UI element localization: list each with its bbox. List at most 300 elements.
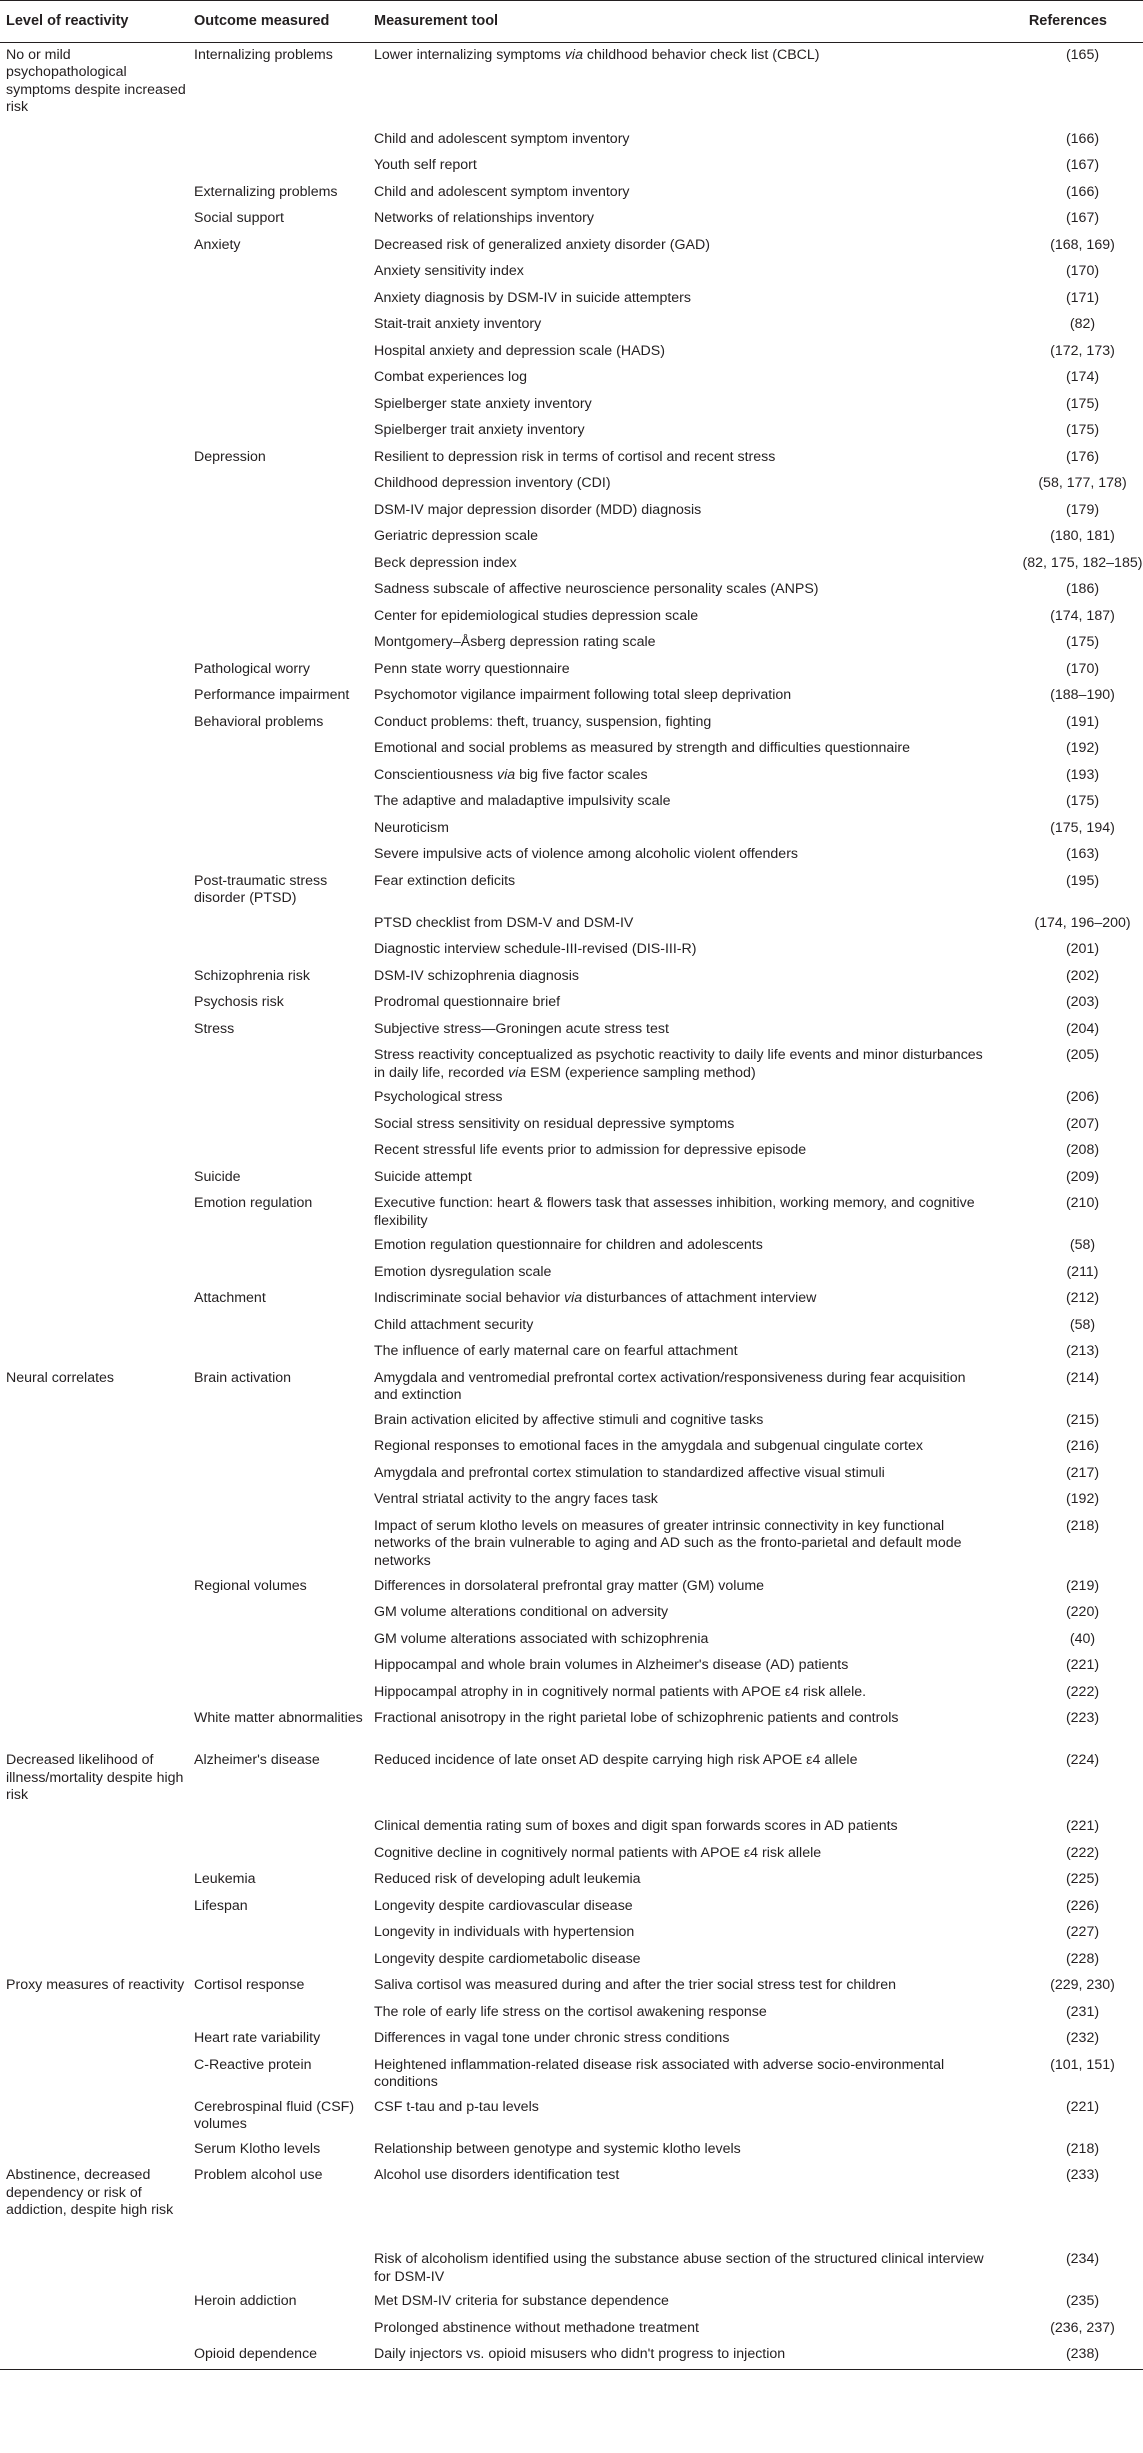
reference-cell: (211) <box>1066 1263 1099 1280</box>
reference-cell: (223) <box>1065 1710 1100 1726</box>
table-row <box>0 657 1143 684</box>
table-row <box>0 2163 1143 2247</box>
level-cell: Neural correlates <box>6 1369 115 1386</box>
reference-cell: (166) <box>1065 183 1100 200</box>
outcome-cell <box>194 937 374 964</box>
outcome-cell <box>194 842 374 869</box>
reference-cell: (170) <box>1065 263 1100 279</box>
reference-cell: (192) <box>1065 740 1100 756</box>
level-cell <box>0 471 194 498</box>
outcome-cell <box>194 524 374 551</box>
tool-cell: Geriatric depression scale <box>374 528 539 544</box>
header-level: Level of reactivity <box>0 1 194 43</box>
outcome-cell <box>194 1112 374 1139</box>
table-row <box>0 2026 1143 2053</box>
level-cell <box>0 445 194 472</box>
tool-cell: Anxiety diagnosis by DSM-IV in suicide attempters <box>374 289 691 306</box>
table-header <box>0 1 1143 43</box>
outcome-cell: Lifespan <box>194 1897 248 1914</box>
tool-cell: Longevity despite cardiometabolic disease <box>374 1950 641 1967</box>
table-row <box>0 339 1143 366</box>
level-cell <box>0 1260 194 1287</box>
tool-cell: Risk of alcoholism identified using the substance abuse section of the structured clinical interview for DSM-IV <box>374 2251 984 2285</box>
reference-cell: (236, 237) <box>1050 2319 1115 2336</box>
outcome-cell <box>194 911 374 938</box>
table-row <box>0 498 1143 525</box>
tool-cell: Combat experiences log <box>374 369 527 385</box>
tool-cell: Subjective stress—Groningen acute stress test <box>374 1020 669 1037</box>
tool-cell: Executive function: heart & flowers task that assesses inhibition, working memory, and cognitive flexibility <box>374 1195 975 1229</box>
reference-cell: (171) <box>1065 289 1100 306</box>
tool-cell: Hippocampal and whole brain volumes in Alzheimer's disease (AD) patients <box>374 1657 849 1673</box>
reference-cell: (222) <box>1065 1844 1100 1861</box>
level-cell <box>0 990 194 1017</box>
table-row <box>0 2289 1143 2316</box>
tool-cell: Center for epidemiological studies depression scale <box>374 607 699 624</box>
tool-cell: Anxiety sensitivity index <box>374 263 524 279</box>
tool-cell: Impact of serum klotho levels on measures of greater intrinsic connectivity in key functional networks of the brain vulnerable to aging and AD such as the fronto-parietal and default mode networks <box>374 1517 962 1569</box>
level-cell <box>0 1514 194 1574</box>
reference-cell: (201) <box>1065 941 1100 957</box>
reference-cell: (163) <box>1065 846 1100 862</box>
tool-cell: Amygdala and prefrontal cortex stimulation to standardized affective visual stimuli <box>374 1464 885 1481</box>
level-cell <box>0 1894 194 1921</box>
reference-cell: (220) <box>1065 1604 1100 1620</box>
reference-cell: (232) <box>1065 2030 1100 2046</box>
outcome-cell <box>194 1680 374 1707</box>
reference-cell: (213) <box>1065 1343 1100 1359</box>
table-row <box>0 1313 1143 1340</box>
tool-cell: Prolonged abstinence without methadone treatment <box>374 2319 699 2336</box>
reference-cell: (170) <box>1065 660 1100 677</box>
table-row <box>0 206 1143 233</box>
level-cell <box>0 206 194 233</box>
level-cell <box>0 763 194 790</box>
tool-cell: Recent stressful life events prior to admission for depressive episode <box>374 1142 807 1158</box>
reference-cell: (218) <box>1065 1517 1100 1534</box>
tool-cell: The adaptive and maladaptive impulsivity scale <box>374 793 671 809</box>
outcome-cell: White matter abnormalities <box>194 1710 363 1726</box>
reference-cell: (175) <box>1065 422 1100 438</box>
tool-cell: Brain activation elicited by affective stimuli and cognitive tasks <box>374 1411 764 1428</box>
reference-cell: (166) <box>1065 130 1100 147</box>
level-cell <box>0 1653 194 1680</box>
reference-cell: (175, 194) <box>1050 819 1115 836</box>
reference-cell: (195) <box>1065 872 1100 889</box>
table-row <box>0 153 1143 180</box>
tool-cell: CSF t-tau and p-tau levels <box>374 2098 539 2115</box>
tool-cell: Psychological stress <box>374 1089 503 1105</box>
table-row <box>0 2053 1143 2095</box>
outcome-cell <box>194 1627 374 1654</box>
tool-cell: Suicide attempt <box>374 1168 472 1185</box>
reference-cell: (202) <box>1065 967 1100 984</box>
outcome-cell: Heroin addiction <box>194 2293 297 2309</box>
outcome-cell: Attachment <box>194 1290 266 1306</box>
reference-cell: (215) <box>1065 1411 1100 1428</box>
level-cell <box>0 1814 194 1841</box>
outcome-cell: Cortisol response <box>194 1977 305 1993</box>
reference-cell: (217) <box>1065 1464 1100 1481</box>
table-row <box>0 1138 1143 1165</box>
outcome-cell <box>194 1434 374 1461</box>
level-cell <box>0 2095 194 2137</box>
tool-cell: PTSD checklist from DSM-V and DSM-IV <box>374 914 634 931</box>
reference-cell: (191) <box>1065 713 1100 730</box>
table-row <box>0 604 1143 631</box>
reference-cell: (233) <box>1065 2167 1100 2183</box>
reference-cell: (205) <box>1065 1047 1100 1063</box>
tool-cell: Child attachment security <box>374 1316 534 1333</box>
tool-cell: Ventral striatal activity to the angry faces task <box>374 1491 658 1507</box>
level-cell <box>0 180 194 207</box>
outcome-cell: Psychosis risk <box>194 994 284 1010</box>
tool-cell: Youth self report <box>374 157 477 173</box>
tool-cell: Stait-trait anxiety inventory <box>374 316 542 332</box>
outcome-cell <box>194 1085 374 1112</box>
outcome-cell <box>194 604 374 631</box>
level-cell <box>0 842 194 869</box>
tool-cell: Daily injectors vs. opioid misusers who didn't progress to injection <box>374 2342 994 2369</box>
outcome-cell: Suicide <box>194 1168 241 1185</box>
level-cell <box>0 869 194 911</box>
tool-cell: Spielberger trait anxiety inventory <box>374 422 585 438</box>
table-row <box>0 42 1143 127</box>
reference-cell: (175) <box>1065 793 1100 809</box>
table-row <box>0 551 1143 578</box>
tool-cell: Clinical dementia rating sum of boxes and digit span forwards scores in AD patients <box>374 1818 898 1834</box>
table-row <box>0 736 1143 763</box>
tool-cell: Networks of relationships inventory <box>374 210 595 226</box>
outcome-cell: Leukemia <box>194 1871 256 1887</box>
level-cell <box>0 1841 194 1868</box>
table-row <box>0 1920 1143 1947</box>
level-cell <box>0 1947 194 1974</box>
reference-cell: (221) <box>1065 2098 1100 2115</box>
level-cell <box>0 233 194 260</box>
reference-cell: (226) <box>1065 1897 1100 1914</box>
outcome-cell <box>194 736 374 763</box>
outcome-cell <box>194 339 374 366</box>
reference-cell: (208) <box>1065 1142 1100 1158</box>
level-cell <box>0 577 194 604</box>
tool-cell: GM volume alterations associated with schizophrenia <box>374 1630 709 1647</box>
outcome-cell <box>194 816 374 843</box>
reference-cell: (224) <box>1065 1752 1100 1768</box>
table-row <box>0 1408 1143 1435</box>
level-cell <box>0 937 194 964</box>
tool-cell: Prodromal questionnaire brief <box>374 994 561 1010</box>
tool-cell: Longevity despite cardiovascular disease <box>374 1897 633 1914</box>
table-row <box>0 180 1143 207</box>
outcome-cell <box>194 1461 374 1488</box>
reference-cell: (229, 230) <box>1050 1977 1115 1993</box>
reference-cell: (58, 177, 178) <box>1038 475 1127 491</box>
table-row <box>0 233 1143 260</box>
table-row <box>0 1706 1143 1748</box>
outcome-cell <box>194 418 374 445</box>
reference-cell: (165) <box>1065 46 1100 63</box>
outcome-cell <box>194 153 374 180</box>
reference-cell: (219) <box>1065 1577 1100 1594</box>
level-cell <box>0 1043 194 1085</box>
tool-cell: Fear extinction deficits <box>374 872 516 889</box>
outcome-cell <box>194 1841 374 1868</box>
outcome-cell <box>194 365 374 392</box>
table-row <box>0 630 1143 657</box>
tool-cell: Reduced incidence of late onset AD despite carrying high risk APOE ε4 allele <box>374 1752 858 1768</box>
tool-cell: Child and adolescent symptom inventory <box>374 183 630 200</box>
reference-cell: (179) <box>1065 501 1100 518</box>
reference-cell: (221) <box>1065 1818 1100 1834</box>
outcome-cell: Opioid dependence <box>194 2342 374 2369</box>
reference-cell: (193) <box>1065 766 1100 783</box>
level-cell <box>0 2316 194 2343</box>
outcome-cell: Behavioral problems <box>194 713 324 730</box>
tool-cell: Differences in vagal tone under chronic stress conditions <box>374 2030 730 2046</box>
reference-cell: (192) <box>1065 1491 1100 1507</box>
outcome-cell <box>194 551 374 578</box>
outcome-cell: Alzheimer's disease <box>194 1752 320 1768</box>
level-cell <box>0 2247 194 2289</box>
table-row <box>0 365 1143 392</box>
reference-cell: (82) <box>1069 316 1096 332</box>
level-cell <box>0 127 194 154</box>
tool-cell: Childhood depression inventory (CDI) <box>374 475 611 491</box>
tool-cell: Differences in dorsolateral prefrontal gray matter (GM) volume <box>374 1577 765 1594</box>
level-cell <box>0 392 194 419</box>
table-row <box>0 392 1143 419</box>
tool-cell: Saliva cortisol was measured during and after the trier social stress test for children <box>374 1977 897 1993</box>
tool-cell: Conscientiousness via big five factor scales <box>374 766 648 783</box>
reference-cell: (234) <box>1065 2251 1100 2267</box>
level-cell <box>0 683 194 710</box>
level-cell <box>0 2053 194 2095</box>
reference-cell: (218) <box>1065 2140 1100 2157</box>
level-cell <box>0 1165 194 1192</box>
outcome-cell <box>194 312 374 339</box>
table-row <box>0 1260 1143 1287</box>
table-row <box>0 763 1143 790</box>
outcome-cell <box>194 1514 374 1574</box>
table-row <box>0 1841 1143 1868</box>
reference-cell: (188–190) <box>1050 687 1115 703</box>
outcome-cell <box>194 1920 374 1947</box>
level-cell <box>0 153 194 180</box>
outcome-cell <box>194 259 374 286</box>
reference-cell: (101, 151) <box>1050 2056 1115 2073</box>
tool-cell: Indiscriminate social behavior via disturbances of attachment interview <box>374 1290 817 1306</box>
level-cell <box>0 2026 194 2053</box>
header-row <box>0 1 1143 43</box>
reference-cell: (227) <box>1065 1924 1100 1940</box>
table-row <box>0 1867 1143 1894</box>
tool-cell: Hippocampal atrophy in in cognitively normal patients with APOE ε4 risk allele. <box>374 1683 867 1700</box>
level-cell <box>0 551 194 578</box>
tool-cell: Fractional anisotropy in the right parietal lobe of schizophrenic patients and controls <box>374 1710 899 1726</box>
outcome-cell: Anxiety <box>194 236 241 253</box>
tool-cell: Amygdala and ventromedial prefrontal cortex activation/responsiveness during fear acquisition and extinction <box>374 1369 966 1403</box>
outcome-cell: Serum Klotho levels <box>194 2140 321 2157</box>
tool-cell: Emotional and social problems as measured by strength and difficulties questionnaire <box>374 740 911 756</box>
reference-cell: (167) <box>1065 157 1100 173</box>
level-cell <box>0 2289 194 2316</box>
table-row <box>0 1233 1143 1260</box>
tool-cell: Heightened inflammation-related disease risk associated with adverse socio-environmental conditions <box>374 2056 945 2090</box>
tool-cell: Reduced risk of developing adult leukemia <box>374 1871 641 1887</box>
outcome-cell: Pathological worry <box>194 660 310 677</box>
tool-cell: Emotion dysregulation scale <box>374 1263 552 1280</box>
level-cell <box>0 1627 194 1654</box>
level-cell <box>0 1286 194 1313</box>
reference-cell: (212) <box>1065 1290 1100 1306</box>
tool-cell: Conduct problems: theft, truancy, suspension, fighting <box>374 713 712 730</box>
level-cell <box>0 1574 194 1601</box>
outcome-cell <box>194 498 374 525</box>
outcome-cell <box>194 1653 374 1680</box>
reference-cell: (209) <box>1065 1168 1100 1185</box>
reference-cell: (174, 196–200) <box>1034 914 1131 931</box>
outcome-cell <box>194 577 374 604</box>
table-row <box>0 2095 1143 2137</box>
reference-cell: (174, 187) <box>1050 607 1115 624</box>
table-row <box>0 683 1143 710</box>
level-cell <box>0 1434 194 1461</box>
table-row <box>0 127 1143 154</box>
table-row <box>0 1191 1143 1233</box>
tool-cell: Decreased risk of generalized anxiety disorder (GAD) <box>374 236 710 253</box>
outcome-cell <box>194 392 374 419</box>
outcome-cell: Externalizing problems <box>194 183 338 200</box>
table-body <box>0 42 1143 2369</box>
level-cell <box>0 312 194 339</box>
outcome-cell: Cerebrospinal fluid (CSF) volumes <box>194 2098 355 2132</box>
table-row <box>0 1434 1143 1461</box>
level-cell: No or mild psychopathological symptoms despite increased risk <box>6 46 186 115</box>
table-row <box>0 577 1143 604</box>
reference-cell: (176) <box>1065 448 1100 465</box>
table-row <box>0 842 1143 869</box>
level-cell <box>0 1920 194 1947</box>
level-cell <box>0 1017 194 1044</box>
reference-cell: (40) <box>1069 1630 1096 1647</box>
level-cell: Abstinence, decreased dependency or risk of addiction, despite high risk <box>6 2167 174 2218</box>
outcome-cell <box>194 1408 374 1435</box>
table-row <box>0 937 1143 964</box>
table-row <box>0 1653 1143 1680</box>
reference-cell: (225) <box>1065 1871 1100 1887</box>
reference-cell: (231) <box>1065 2003 1100 2020</box>
outcome-cell <box>194 1260 374 1287</box>
header-references: References <box>994 1 1143 43</box>
level-cell <box>0 1680 194 1707</box>
level-cell <box>0 498 194 525</box>
level-cell <box>0 816 194 843</box>
tool-cell: Psychomotor vigilance impairment following total sleep deprivation <box>374 687 792 703</box>
tool-cell: DSM-IV schizophrenia diagnosis <box>374 967 580 984</box>
reference-cell: (172, 173) <box>1050 342 1115 359</box>
outcome-cell <box>194 2000 374 2027</box>
tool-cell: Severe impulsive acts of violence among alcoholic violent offenders <box>374 846 799 862</box>
table-row <box>0 1461 1143 1488</box>
outcome-cell <box>194 471 374 498</box>
reference-cell: (206) <box>1065 1089 1100 1105</box>
outcome-cell: Heart rate variability <box>194 2030 321 2046</box>
outcome-cell <box>194 2247 374 2289</box>
level-cell <box>0 418 194 445</box>
tool-cell: DSM-IV major depression disorder (MDD) diagnosis <box>374 501 702 518</box>
table-row <box>0 471 1143 498</box>
reference-cell: (235) <box>1065 2293 1100 2309</box>
table-row <box>0 2000 1143 2027</box>
reference-cell: (216) <box>1065 1438 1100 1454</box>
table-row <box>0 524 1143 551</box>
table-row <box>0 312 1143 339</box>
tool-cell: Emotion regulation questionnaire for children and adolescents <box>374 1237 763 1253</box>
tool-cell: Cognitive decline in cognitively normal patients with APOE ε4 risk allele <box>374 1844 822 1861</box>
tool-cell: Hospital anxiety and depression scale (HADS) <box>374 342 665 359</box>
reference-cell: (168, 169) <box>1050 236 1115 253</box>
outcome-cell <box>194 1487 374 1514</box>
table-row <box>0 869 1143 911</box>
table-row <box>0 1286 1143 1313</box>
table-row <box>0 1814 1143 1841</box>
level-cell <box>0 259 194 286</box>
header-tool: Measurement tool <box>374 1 994 43</box>
level-cell <box>0 1339 194 1366</box>
level-cell <box>0 657 194 684</box>
table-row <box>0 2137 1143 2164</box>
outcome-cell: Performance impairment <box>194 687 350 703</box>
table-row <box>0 1748 1143 1814</box>
reference-cell: (167) <box>1065 210 1100 226</box>
level-cell <box>0 736 194 763</box>
level-cell <box>0 1706 194 1748</box>
outcome-cell <box>194 1339 374 1366</box>
table-row <box>0 1339 1143 1366</box>
table-row <box>0 710 1143 737</box>
level-cell <box>0 789 194 816</box>
table-row <box>0 911 1143 938</box>
level-cell <box>0 1867 194 1894</box>
tool-cell: Lower internalizing symptoms via childhood behavior check list (CBCL) <box>374 46 820 63</box>
outcome-cell <box>194 2316 374 2343</box>
level-cell <box>0 286 194 313</box>
table-row <box>0 1487 1143 1514</box>
outcome-cell <box>194 630 374 657</box>
outcome-cell <box>194 763 374 790</box>
outcome-cell: Problem alcohol use <box>194 2167 323 2183</box>
outcome-cell <box>194 1600 374 1627</box>
outcome-cell: Post-traumatic stress disorder (PTSD) <box>194 872 328 906</box>
level-cell <box>0 2000 194 2027</box>
level-cell <box>0 710 194 737</box>
level-cell <box>0 1191 194 1233</box>
tool-cell: Met DSM-IV criteria for substance dependence <box>374 2293 669 2309</box>
level-cell: Proxy measures of reactivity <box>6 1977 185 1993</box>
level-cell <box>0 524 194 551</box>
outcome-cell <box>194 127 374 154</box>
tool-cell: Montgomery–Åsberg depression rating scale <box>374 634 656 650</box>
reference-cell: (82, 175, 182–185) <box>1022 554 1143 571</box>
table-row <box>0 816 1143 843</box>
level-cell: Decreased likelihood of illness/mortality despite high risk <box>6 1752 184 1803</box>
tool-cell: Longevity in individuals with hypertension <box>374 1924 635 1940</box>
level-cell <box>0 964 194 991</box>
table-row <box>0 1043 1143 1085</box>
table-row <box>0 990 1143 1017</box>
level-cell <box>0 1138 194 1165</box>
